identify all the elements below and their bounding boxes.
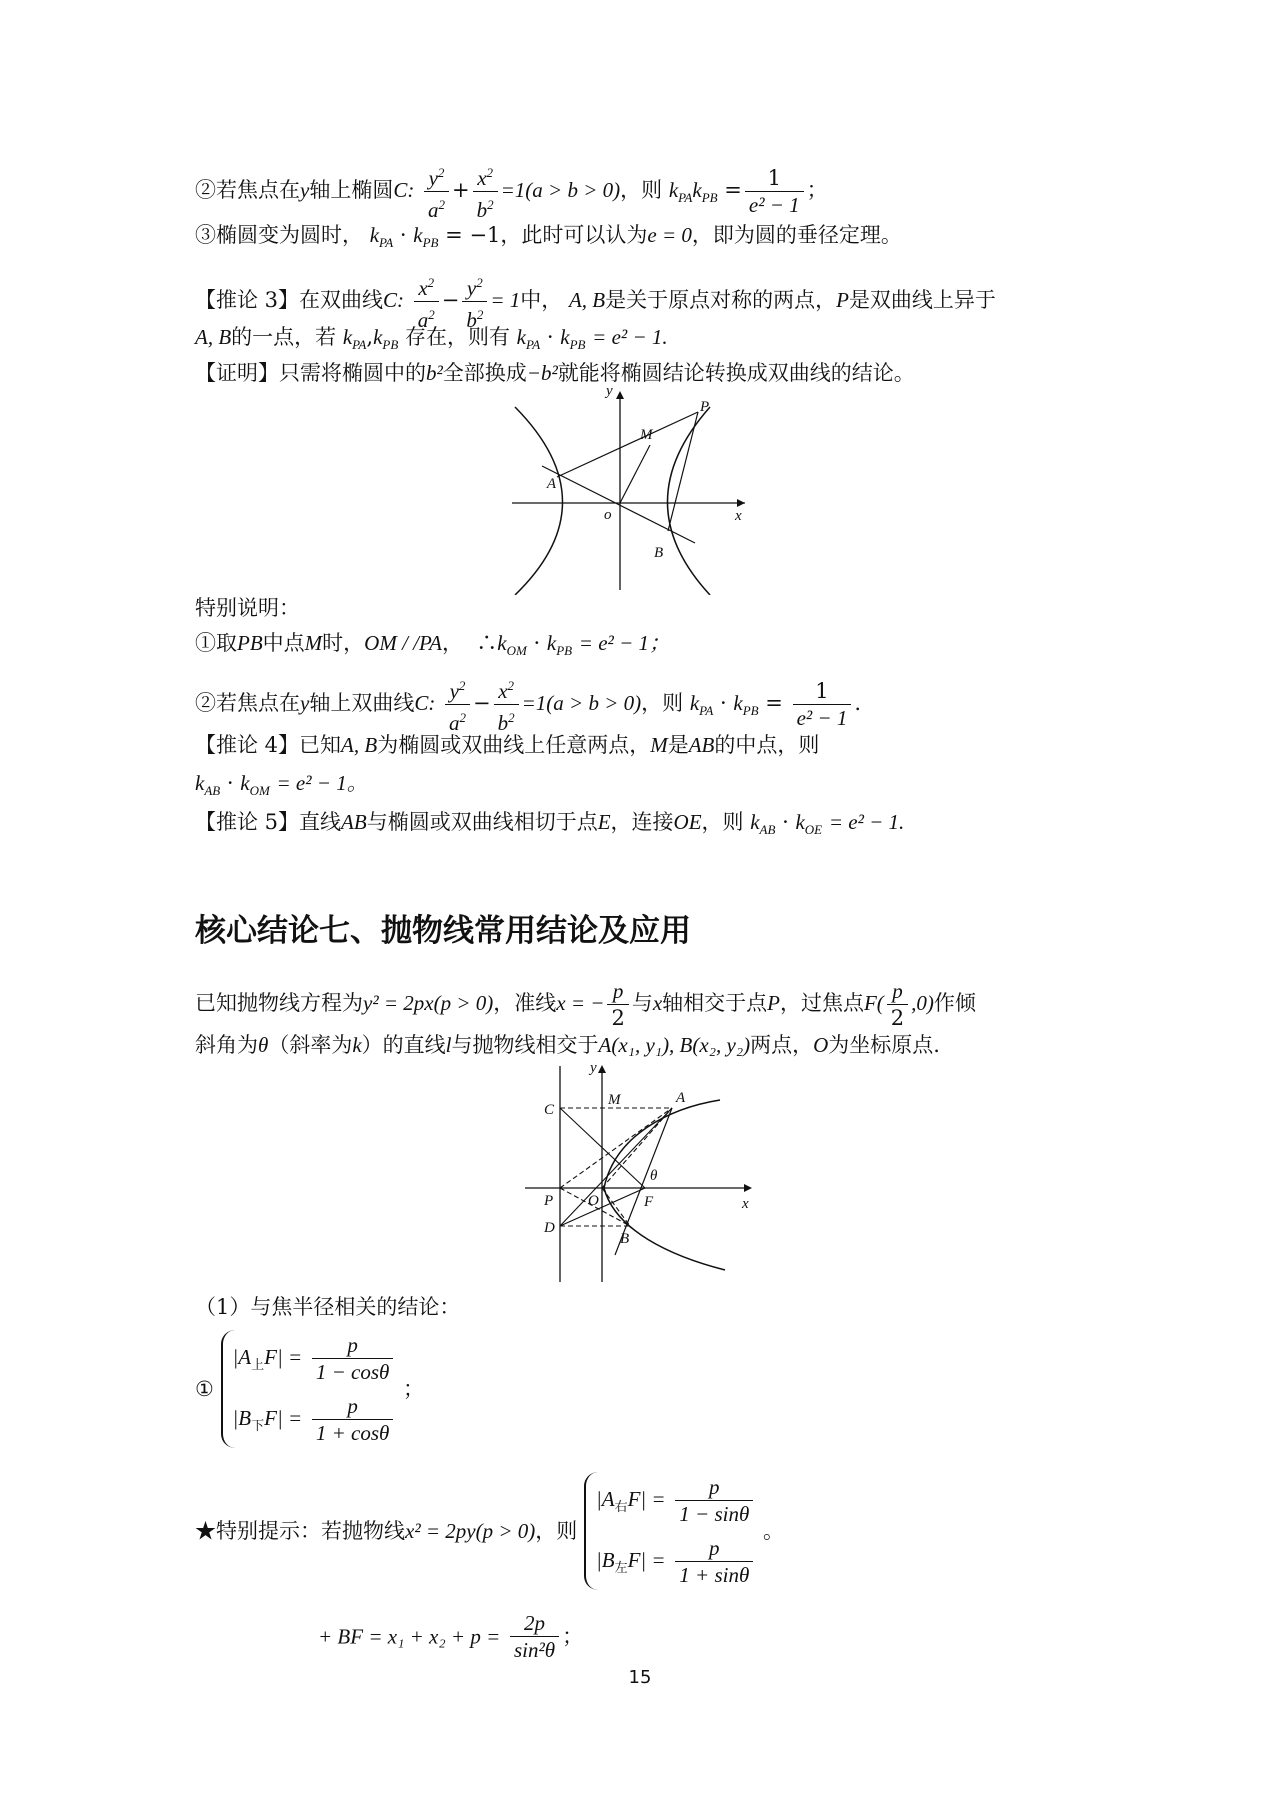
math: OM / /PA (364, 631, 442, 655)
denominator: 2 (890, 1006, 905, 1030)
x-axis-arrow (744, 1184, 752, 1192)
text: 中， (520, 288, 563, 312)
subscript: OE (804, 822, 823, 838)
text: ，则 (701, 810, 744, 834)
curve-name: C: (393, 178, 415, 202)
math: y² = 2px(p > 0) (363, 991, 494, 1015)
math: E (597, 810, 611, 834)
numerator: p (607, 978, 628, 1005)
denominator: 1 + cosθ (315, 1421, 390, 1445)
text: 存在，则有 (404, 325, 510, 349)
subscript: 上 (251, 1358, 265, 1374)
label-M: M (640, 427, 653, 443)
math: |A (232, 1345, 252, 1369)
corollary-tag: 【推论 3】 (195, 288, 300, 312)
text: ，则 (641, 691, 684, 715)
math: AB (688, 733, 715, 757)
denominator: 1 + sinθ (679, 1563, 750, 1587)
corollary-tag: 【推论 4】 (195, 733, 300, 757)
text: ，过焦点 (779, 991, 864, 1015)
k-symbol: k (668, 178, 679, 202)
condition: =1(a > b > 0) (500, 178, 621, 202)
numerator: 2p (510, 1610, 559, 1637)
math: M (304, 631, 323, 655)
text: ）的直线 (361, 1033, 446, 1057)
corollary-tag: 【推论 5】 (195, 810, 300, 834)
denominator: e² − 1 (748, 193, 800, 217)
text: 与抛物线相交于 (451, 1033, 599, 1057)
text: 轴相交于点 (662, 991, 768, 1015)
subscript: PB (556, 643, 573, 659)
k-symbol: k (373, 325, 383, 349)
numerator: p (675, 1474, 753, 1501)
text: 。 (762, 1519, 784, 1543)
text: 作倾 (933, 991, 976, 1015)
text: 与 (631, 991, 653, 1015)
math: A, B (341, 733, 378, 757)
parabola-setup-cont (195, 1030, 940, 1060)
focal-radius-title (195, 1292, 460, 1322)
text: . (854, 691, 862, 715)
corollary-3-cont: A, B的一点，若 $k_{PA},k_{PB}$ 存在，则有 $k_{PA} \cdot k_{PB} = e^2 - 1$. (195, 325, 668, 353)
numerator: 1 (793, 678, 852, 705)
numerator: p (312, 1332, 393, 1359)
text: 直线 (299, 810, 342, 834)
text: 的一点，若 (231, 325, 337, 349)
text: 轴上椭圆 (309, 178, 394, 202)
text: 两点， (750, 1033, 814, 1057)
segment-AD (560, 1108, 672, 1226)
text: ， (441, 631, 463, 655)
proof-tag: 【证明】 (195, 361, 279, 385)
statement-3-circle: ③椭圆变为圆时， $k_{PA} \cdot k_{PB} = -1$，此时可以认为e = 0，即为圆的垂径定理。 (195, 223, 902, 251)
label-o: o (604, 507, 612, 523)
math: |A (595, 1487, 615, 1511)
label-x: x (735, 508, 742, 524)
k-symbol: k (342, 325, 353, 349)
y-axis-arrow (598, 1065, 606, 1073)
hyperbola-figure (500, 385, 760, 595)
label-O: O (588, 1193, 599, 1209)
subscript: PB (382, 337, 399, 353)
equals: = (724, 178, 742, 202)
curve-name: C: (383, 288, 405, 312)
label-A: A (546, 476, 556, 492)
result: = e² − 1. (828, 810, 905, 834)
hyperbola-left-branch (515, 407, 563, 595)
math: + BF = x₁ + x₂ + p = (318, 1624, 501, 1649)
text: ②若焦点在 (195, 178, 300, 202)
subscript: 右 (614, 1500, 628, 1516)
text: 与椭圆或双曲线相切于点 (366, 810, 598, 834)
subscript: OM (249, 783, 270, 799)
text: ； (562, 1624, 584, 1649)
text: 已知抛物线方程为 (195, 991, 363, 1015)
denominator: 1 − sinθ (679, 1502, 750, 1526)
text: 全部换成 (442, 361, 527, 385)
math: M (650, 733, 668, 757)
section-heading: 核心结论七、抛物线常用结论及应用 (195, 913, 691, 949)
text: ； (403, 1377, 425, 1401)
math: PB (237, 631, 263, 655)
corollary-3: 【推论 3】在双曲线C: $\frac{x^2}{a^2}$ − $\frac{y^2}{b^2}$ = 1中， A, B是关于原点对称的两点，P是双曲线上异于 (195, 270, 996, 333)
condition: = 1 (490, 288, 521, 312)
fraction: $\frac{y^2}{a^2}$ (424, 160, 449, 223)
subscript: PA (352, 337, 367, 353)
numerator: p (312, 1393, 393, 1420)
math: e = 0 (647, 223, 692, 247)
focal-chord-formula (318, 1610, 583, 1663)
math: x (652, 991, 663, 1015)
subscript: 左 (614, 1561, 628, 1577)
text: 只需将椭圆中的 (279, 361, 426, 385)
item-number: ① (195, 1377, 214, 1401)
text: 已知 (299, 733, 342, 757)
subscript: AB (204, 783, 221, 799)
numerator: p (887, 978, 908, 1005)
text: 轴上双曲线 (309, 691, 415, 715)
label-D: D (544, 1220, 555, 1236)
text: ，连接 (610, 810, 674, 834)
y-axis-symbol: y (300, 691, 310, 715)
result: = e² − 1. (592, 325, 668, 349)
segment-AP (557, 412, 698, 477)
subscript: PB (701, 190, 718, 206)
text: 是双曲线上异于 (848, 288, 996, 312)
denominator: e² − 1 (796, 706, 848, 730)
special-note-title (195, 593, 300, 623)
hyperbola-right-branch (668, 407, 711, 595)
focal-radius-formula-1 (195, 1330, 424, 1448)
text: 时， (322, 631, 365, 655)
brace-system (221, 1330, 397, 1448)
denominator: sin²θ (513, 1638, 556, 1662)
math: F| = (627, 1548, 666, 1572)
math: F| = (627, 1487, 666, 1511)
label-C: C (544, 1102, 555, 1118)
k-symbol: k (692, 178, 702, 202)
label-B: B (654, 545, 664, 561)
label-y: y (590, 1060, 597, 1076)
therefore-symbol: ∴ (476, 631, 498, 655)
math: l (445, 1033, 452, 1057)
numerator: 1 (745, 165, 804, 192)
corollary-4 (195, 730, 819, 760)
text: ①取 (195, 631, 237, 655)
text: ③椭圆变为圆时， (195, 223, 363, 247)
math: ,0) (911, 991, 934, 1015)
result: = e² − 1； (578, 631, 670, 655)
corollary-4-formula: $k_{AB} \cdot k_{OM} = e^2 - 1$。 (195, 771, 368, 799)
text: 斜角为 (195, 1033, 258, 1057)
math: P (767, 991, 780, 1015)
segment-OM (620, 445, 650, 503)
text: 是关于原点对称的两点， (605, 288, 837, 312)
parabola-figure (520, 1060, 760, 1285)
text: 的中点，则 (714, 733, 820, 757)
text: 中点 (262, 631, 305, 655)
label-M: M (608, 1092, 621, 1108)
label-theta: θ (650, 1168, 658, 1184)
math: x = − (556, 991, 605, 1015)
subscript: 下 (251, 1419, 265, 1435)
fraction (745, 165, 804, 218)
label-P: P (544, 1193, 554, 1209)
math: A, B (568, 288, 606, 312)
segment-OA (602, 1108, 672, 1188)
math: |B (595, 1548, 615, 1572)
special-note-1: ①取PB中点M时，OM / /PA， $\therefore k_{OM} \cdot k_{PB} = e^2 - 1$； (195, 631, 670, 659)
label-x: x (742, 1196, 749, 1212)
math: OE (673, 810, 702, 834)
text: ，即为圆的垂径定理。 (691, 223, 902, 247)
math: θ (258, 1033, 269, 1057)
text: ，准线 (493, 991, 557, 1015)
text: 是 (667, 733, 689, 757)
label-F: F (644, 1194, 654, 1210)
text: 在双曲线 (299, 288, 384, 312)
label-B: B (620, 1231, 630, 1247)
math: F( (863, 991, 884, 1015)
label-y: y (606, 385, 613, 399)
text: ，则 (535, 1519, 578, 1543)
math: |B (232, 1406, 252, 1430)
special-tip (195, 1472, 784, 1590)
denominator: 2 (611, 1006, 625, 1030)
math: A(x₁, y₁), B(x₂, y₂) (598, 1033, 751, 1057)
text: 就能将椭圆结论转换成双曲线的结论。 (557, 361, 915, 385)
numerator: p (675, 1535, 753, 1562)
y-axis-symbol: y (300, 178, 310, 202)
math: A, B (195, 325, 232, 349)
denominator: 1 − cosθ (315, 1360, 390, 1384)
text: ★特别提示：若抛物线 (195, 1519, 405, 1543)
result: = e² − 1。 (276, 771, 368, 795)
subscript: PA (678, 190, 693, 206)
text: 为坐标原点. (828, 1033, 940, 1057)
label-A: A (676, 1090, 686, 1106)
x-axis-arrow (737, 499, 745, 507)
math: F| = (264, 1345, 303, 1369)
math: k (352, 1033, 362, 1057)
statement-2-ellipse-y-focus: ②若焦点在y轴上椭圆C: $\frac{y^2}{a^2}$ + $\frac{x^2}{b^2}$ =1(a > b > 0)，则 $k_{PA}k_{PB}$ = $\frac{1}{\text{e² − 1}}$ ； (195, 160, 828, 223)
y-axis-arrow (616, 391, 624, 399)
text: 为椭圆或双曲线上任意两点， (377, 733, 651, 757)
math: P (836, 288, 849, 312)
math: b² (426, 361, 443, 385)
line-AB (542, 466, 695, 543)
math: O (813, 1033, 829, 1057)
special-note-2: ②若焦点在y轴上双曲线C: $\frac{y^2}{a^2}$ − $\frac{x^2}{b^2}$ =1(a > b > 0)，则 $k_{PA} \cdot k_{PB}$ = $\frac{1}{\text{e² − 1}}$ . (195, 673, 861, 736)
text: ②若焦点在 (195, 691, 300, 715)
math: x² = 2py(p > 0) (405, 1519, 536, 1543)
text: ，则 (620, 178, 663, 202)
label-P: P (700, 399, 710, 415)
subscript: OM (506, 643, 527, 659)
curve-name: C: (414, 691, 436, 715)
condition: =1(a > b > 0) (521, 691, 642, 715)
math: AB (341, 810, 367, 834)
text: （1）与焦半径相关的结论： (195, 1295, 461, 1319)
subscript: AB (759, 822, 776, 838)
parabola-setup (195, 978, 976, 1031)
math: F| = (264, 1406, 303, 1430)
corollary-5: 【推论 5】直线AB与椭圆或双曲线相切于点E，连接OE，则 $k_{AB} \cdot k_{OE} = e^2 - 1$. (195, 810, 905, 838)
text: （斜率为 (268, 1033, 353, 1057)
math: −b² (526, 361, 558, 385)
text: ； (806, 178, 828, 202)
text: 特别说明： (195, 596, 300, 620)
fraction: $\frac{x^2}{b^2}$ (473, 160, 498, 223)
proof (195, 358, 915, 388)
brace-system (584, 1472, 756, 1590)
page-number: 15 (628, 1667, 652, 1688)
text: = −1，此时可以认为 (445, 223, 648, 247)
